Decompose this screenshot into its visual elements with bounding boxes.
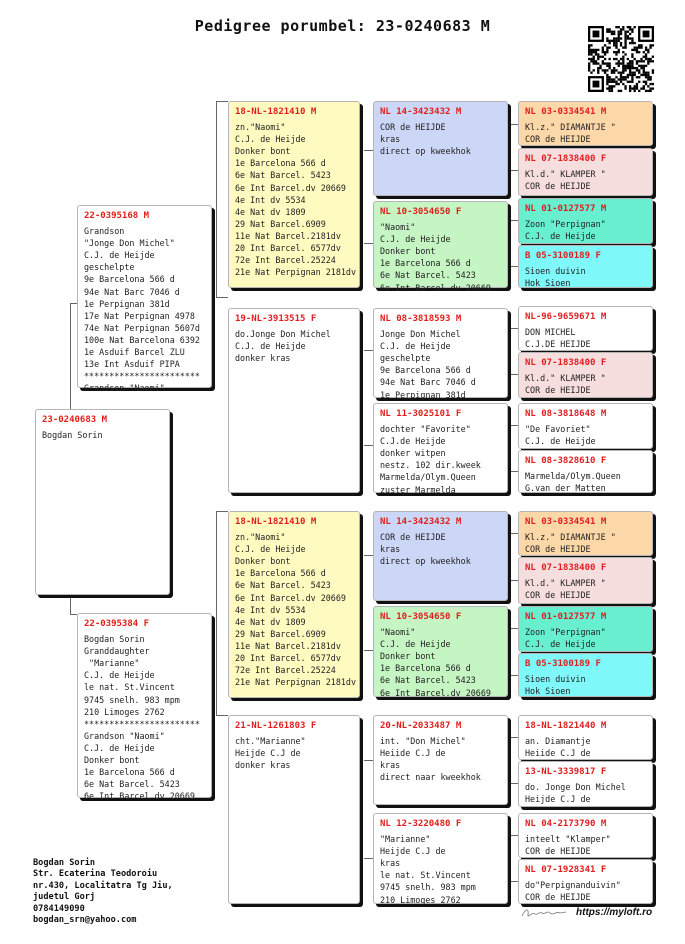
card-text-line: Heiide C.J de [525,748,591,759]
card-text-line: 6e Nat Barcel. 5423 [235,170,331,181]
connector-line [216,715,228,716]
card-text-line: Heijde C.J de [380,846,446,857]
connector-line [511,737,518,738]
card-text-line: Heijde C.J de [525,794,591,805]
card-text-line: 1e Barcelona 566 d [84,767,175,778]
connector-line [364,445,373,446]
card-text-line: Kl.z." DIAMANTJE " [525,122,616,133]
ring-number: 23-0240683 M [42,415,108,425]
card-text-line: 21e Nat Perpignan 2181dv [235,267,357,278]
card-text-line: 210 Limoges 2762 [380,894,461,905]
card-text-line: zn."Naomi" [235,532,286,543]
card-text-line: C.J. de Heijde [84,670,155,681]
card-text-line: COR de HEIJDE [525,181,591,192]
connector-line [216,297,228,298]
card-text-line: geschelpte [84,262,135,273]
pedigree-card [373,813,508,904]
card-text-line: "Marianne" [84,658,140,669]
connector-line [511,170,518,171]
card-text-line: "De Favoriet" [525,424,591,435]
pedigree-card [518,859,653,904]
card-text-line: 20 Int Barcel. 6577dv [235,243,341,254]
card-text-line: Hok Sioen [525,278,571,289]
card-text-line: COR de HEIJDE [525,385,591,396]
connector-line [364,243,373,244]
pedigree-card [373,201,508,293]
card-text-line: an. Diamantje [525,736,591,747]
card-text-line: 20 Int Barcel. 6577dv [235,653,341,664]
pedigree-card [77,613,212,802]
card-text-line: 74e Nat Perpignan 5607d [84,322,200,333]
card-text-line: Grandson "Naomi" [84,730,165,741]
ring-number: NL 12-3220480 F [380,819,462,829]
ring-number: NL 01-0127577 M [525,612,607,622]
connector-line [364,650,373,651]
card-text-line: C.J. de Heijde [380,341,451,352]
website-link[interactable]: https://myloft.ro [576,907,653,918]
card-text-line: le nat. St.Vincent [84,682,175,693]
card-text-line: 94e Nat Barc 7046 d [84,286,180,297]
card-text-line: C.J. de Heijde [525,639,596,650]
card-text-line: 6e Nat Barcel. 5423 [380,270,476,281]
pedigree-card [77,205,212,394]
card-text-line: 6e Nat Barcel. 5423 [380,675,476,686]
card-text-line: Marmelda/Olym.Queen [525,471,621,482]
card-text-line: 9e Barcelona 566 d [84,274,175,285]
connector-line [364,350,373,351]
card-text-line: Kl.d." KLAMPER " [525,578,606,589]
card-text-line: COR de HEIJDE [380,122,446,133]
ring-number: NL 08-3818593 M [380,314,462,324]
card-text-line: Donker bont [235,146,291,157]
card-text-line: Donker bont [380,651,436,662]
card-text-line: 29 Nat Barcel.6909 [235,628,326,639]
card-text-line: "Naomi" [380,627,416,638]
card-text-line: 11e Nat Barcel.2181dv [235,640,341,651]
ring-number: 18-NL-1821410 M [235,517,317,527]
connector-line [511,220,518,221]
card-text-line: 1e Perpignan 381d [84,298,170,309]
card-text-line: zuster Marmelda [380,484,456,495]
card-text-line: 1e Asduif Barcel ZLU [84,347,185,358]
card-text-line: 13e Int Asduif PIPA [84,359,180,370]
card-text-line: 6e Nat Barcel. 5423 [84,779,180,790]
pedigree-card [518,198,653,244]
card-text-line: 100e Nat Barcelona 6392 [84,334,200,345]
pedigree-card [518,511,653,556]
ring-number: 20-NL-2033487 M [380,721,462,731]
card-text-line: C.J. de Heijde [84,250,155,261]
card-text-line: 72e Int Barcel.25224 [235,665,336,676]
connector-line [511,124,518,125]
connector-line [216,101,228,102]
card-text-line: kras [380,858,401,869]
card-text-line: 94e Nat Barc 7046 d [380,377,476,388]
card-text-line: Donker bont [84,755,140,766]
card-text-line: 9745 snelh. 983 mpm [84,694,180,705]
card-text-line: Zoon "Perpignan" [525,627,606,638]
pedigree-card [518,653,653,697]
card-text-line: Grandson "Naomi" [84,383,165,394]
ring-number: NL-96-9659671 M [525,312,607,322]
card-text-line: "Marianne" [380,834,431,845]
card-text-line: C.J. de Heijde [525,436,596,447]
card-text-line: 1e Barcelona 566 d [235,158,326,169]
connector-line [511,628,518,629]
card-text-line: nestz. 102 dir.kweek [380,460,481,471]
pedigree-card [35,409,170,595]
connector-line [511,471,518,472]
card-text-line: le nat. St.Vincent [380,870,471,881]
pedigree-card [228,715,360,904]
card-text-line: Kl.d." KLAMPER " [525,373,606,384]
ring-number: NL 14-3423432 M [380,517,462,527]
connector-line [511,266,518,267]
card-text-line: Kl.d." KLAMPER " [525,169,606,180]
ring-number: 13-NL-3339817 F [525,767,607,777]
connector-line [70,303,71,409]
connector-line [216,101,217,297]
card-text-line: 6e Int Barcel.dv 20669 [235,182,346,193]
card-text-line: direct op kweekhok [380,146,471,157]
card-text-line: direct naar kweekhok [380,772,481,783]
connector-line [511,783,518,784]
ring-number: NL 14-3423432 M [380,107,462,117]
card-text-line: 1e Barcelona 566 d [235,568,326,579]
card-text-line: C.J. de Heijde [380,639,451,650]
ring-number: NL 03-0334541 M [525,517,607,527]
connector-line [511,675,518,676]
signature-icon [520,905,568,921]
pedigree-card [518,403,653,449]
connector-line [511,425,518,426]
pedigree-card [373,101,508,196]
ring-number: NL 10-3054650 F [380,612,462,622]
card-text-line: 6e Int Barcel.dv 20669 [84,791,195,802]
owner-name: Bogdan Sorin [33,858,96,868]
card-text-line: 1e Barcelona 566 d [380,663,471,674]
card-text-line: 4e Nat dv 1809 [235,616,306,627]
card-text-line: 11e Nat Barcel.2181dv [235,230,341,241]
card-text-line: Donker bont [380,246,436,257]
card-text-line: "Jonge Don Michel" [84,238,175,249]
card-text-line: Sioen duivin [525,266,586,277]
card-text-line: COR de HEIJDE [525,590,591,601]
card-text-line: Hok Sioen [525,686,571,697]
ring-number: 21-NL-1261803 F [235,721,317,731]
ring-number: NL 07-1838400 F [525,358,607,368]
card-text-line: COR de HEIJDE [525,544,591,555]
pedigree-card [518,450,653,493]
card-text-line: 6e Int Barcel.dv 20669 [380,687,491,698]
card-text-line: Sioen duivin [525,674,586,685]
card-text-line: 9745 snelh. 983 mpm [380,882,476,893]
pedigree-card [518,606,653,652]
card-text-line: do"Perpignanduivin" [525,880,621,891]
card-text-line: 4e Int dv 5534 [235,194,306,205]
connector-line [364,760,373,761]
pedigree-card [228,308,360,493]
card-text-line: 4e Int dv 5534 [235,604,306,615]
card-text-line: Heijde C.J de [235,748,301,759]
pedigree-card [373,403,508,493]
ring-number: B 05-3100189 F [525,659,601,669]
pedigree-card [518,813,653,858]
card-text-line: 29 Nat Barcel.6909 [235,218,326,229]
card-text-line: zn."Naomi" [235,122,286,133]
card-text-line: do. Jonge Don Michel [525,782,626,793]
connector-line [364,858,373,859]
pedigree-card [518,557,653,604]
card-text-line: COR de HEIJDE [380,532,446,543]
pedigree-card [373,715,508,805]
card-text-line: dochter "Favorite" [380,424,471,435]
card-text-line: Donker bont [235,556,291,567]
ring-number: 19-NL-3913515 F [235,314,317,324]
pedigree-card [373,606,508,697]
card-text-line: donker kras [235,353,291,364]
card-text-line: direct op kweekhok [380,556,471,567]
ring-number: NL 10-3054650 F [380,207,462,217]
page-title: Pedigree porumbel: 23-0240683 M [194,17,491,35]
card-text-line: donker witpen [380,448,446,459]
card-text-line: 6e Int Barcel.dv 20669 [235,592,346,603]
pedigree-card [518,148,653,196]
owner-county: judetul Gorj [33,892,96,903]
card-text-line: COR de HEIJDE [525,892,591,903]
pedigree-card [518,761,653,807]
connector-line [511,580,518,581]
card-text-line: Jonge Don Michel [380,329,461,340]
card-text-line: 1e Barcelona 566 d [380,258,471,269]
card-text-line: Kl.z." DIAMANTJE " [525,532,616,543]
owner-info [33,858,173,926]
connector-line [70,614,77,615]
card-text-line: Heiide C.J de [380,748,446,759]
ring-number: B 05-3100189 F [525,251,601,261]
card-text-line: COR de HEIJDE [525,846,591,857]
connector-line [511,881,518,882]
card-text-line: inteelt "Klamper" [525,834,611,845]
card-text-line: *********************** [84,371,200,382]
card-text-line: do.Jonge Don Michel [235,329,331,340]
connector-line [511,533,518,534]
card-text-line: C.J. de Heijde [235,341,306,352]
pedigree-card [228,101,360,288]
ring-number: 18-NL-1821410 M [235,107,317,117]
card-text-line: C.J. de Heijde [235,544,306,555]
card-text-line: 4e Nat dv 1809 [235,206,306,217]
owner-email[interactable]: bogdan_srn@yahoo.com [33,915,137,926]
card-text-line: 6e Int Barcel.dv 20669 [380,282,491,293]
card-text-line: 9e Barcelona 566 d [380,365,471,376]
ring-number: 18-NL-1821440 M [525,721,607,731]
owner-street: Str. Ecaterina Teodoroiu [33,869,158,880]
connector-line [70,595,71,615]
card-text-line: donker kras [235,760,291,771]
connector-line [511,328,518,329]
card-text-line: "Naomi" [380,222,416,233]
pedigree-card [518,245,653,288]
pedigree-card [518,101,653,146]
card-text-line: C.J. de Heijde [380,234,451,245]
card-text-line: 72e Int Barcel.25224 [235,255,336,266]
card-text-line: Grandson [84,226,125,237]
connector-line [511,835,518,836]
card-text-line: geschelpte [380,353,431,364]
card-text-line: Bogdan Sorin [42,430,103,441]
card-text-line: Marmelda/Olym.Queen [380,472,476,483]
ring-number: NL 07-1838400 F [525,563,607,573]
card-text-line: DON MICHEL [525,327,576,338]
pedigree-card [373,511,508,601]
pedigree-card [518,306,653,351]
connector-line [511,374,518,375]
card-text-line: kras [380,134,401,145]
card-text-line: COR de HEIJDE [525,134,591,145]
ring-number: NL 08-3828610 F [525,456,607,466]
card-text-line: *********************** [84,718,200,729]
card-text-line: 21e Nat Perpignan 2181dv [235,677,357,688]
connector-line [70,303,77,304]
connector-line [364,150,373,151]
ring-number: NL 01-0127577 M [525,204,607,214]
card-text-line: 17e Nat Perpignan 4978 [84,310,195,321]
card-text-line: 6e Nat Barcel. 5423 [235,580,331,591]
card-text-line: Granddaughter [84,646,150,657]
ring-number: 22-0395384 F [84,619,150,629]
ring-number: NL 08-3818648 M [525,409,607,419]
pedigree-card [518,352,653,398]
card-text-line: C.J. de Heijde [235,134,306,145]
pedigree-card [518,715,653,760]
connector-line [364,555,373,556]
card-text-line: C.J. de Heijde [525,231,596,242]
card-text-line: C.J.de Heijde [380,436,446,447]
qr-code-icon [588,26,654,92]
ring-number: NL 11-3025101 F [380,409,462,419]
card-text-line: cht."Marianne" [235,736,306,747]
ring-number: NL 07-1838400 F [525,154,607,164]
ring-number: NL 04-2173790 M [525,819,607,829]
ring-number: 22-0395168 M [84,211,150,221]
card-text-line: G.van der Matten [525,483,606,494]
card-text-line: 1e Perpignan 381d [380,389,466,400]
ring-number: NL 07-1928341 F [525,865,607,875]
card-text-line: Bogdan Sorin [84,634,145,645]
card-text-line: kras [380,760,401,771]
connector-line [216,511,217,715]
card-text-line: 210 Limoges 2762 [84,706,165,717]
pedigree-card [373,308,508,398]
card-text-line: C.J. de Heijde [84,742,155,753]
owner-address: nr.430, Localitatra Tg Jiu, [33,880,173,891]
ring-number: NL 03-0334541 M [525,107,607,117]
owner-phone: 0784149090 [33,903,85,914]
pedigree-card [228,511,360,698]
connector-line [216,511,228,512]
card-text-line: C.J.DE HEIJDE [525,339,591,350]
card-text-line: kras [380,544,401,555]
card-text-line: Zoon "Perpignan" [525,219,606,230]
card-text-line: int. "Don Michel" [380,736,466,747]
